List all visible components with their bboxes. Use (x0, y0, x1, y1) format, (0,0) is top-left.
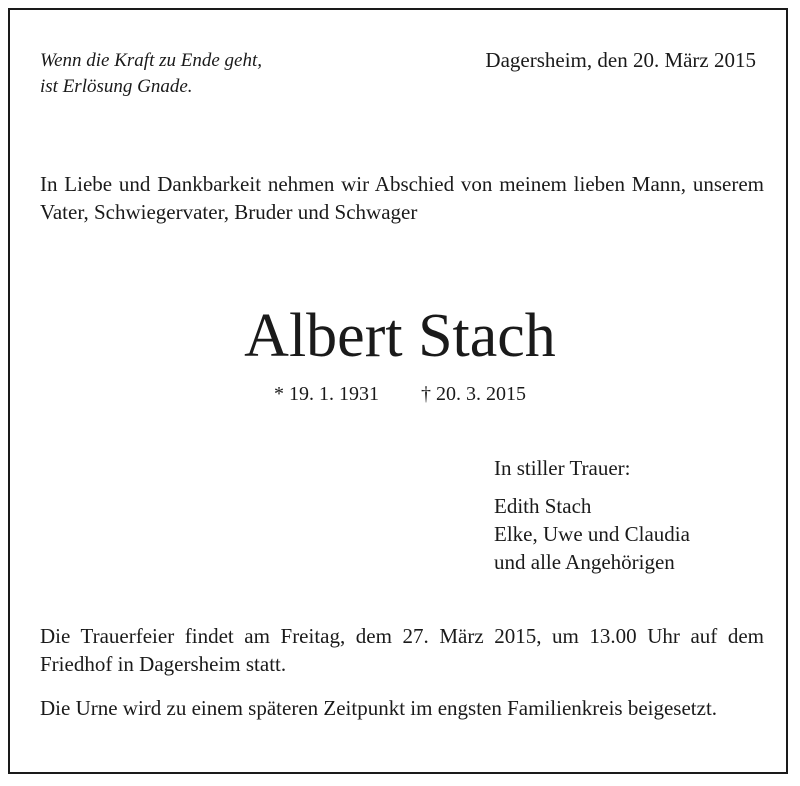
life-dates (10, 380, 790, 408)
mourners-block (494, 454, 690, 576)
mourner-name: Elke, Uwe und Claudia (494, 522, 690, 546)
farewell-intro: In Liebe und Dankbarkeit nehmen wir Abschied von meinem lieben Mann, unserem Vater, Schwiegervater, Bruder und Schwager (40, 172, 764, 224)
funeral-notice: Die Trauerfeier findet am Freitag, dem 27. März 2015, um 13.00 Uhr auf dem Friedhof in Dagersheim statt. (40, 624, 764, 676)
death-date: † 20. 3. 2015 (421, 383, 526, 405)
mourner-name: Edith Stach (494, 494, 592, 518)
motto-line-2: ist Erlösung Gnade. (40, 76, 193, 97)
motto-line-1: Wenn die Kraft zu Ende geht, (40, 50, 262, 71)
urn-notice: Die Urne wird zu einem späteren Zeitpunkt im engsten Familienkreis beigesetzt. (40, 696, 718, 720)
deceased-name: Albert Stach (244, 302, 556, 370)
mourners-heading: In stiller Trauer: (494, 456, 631, 480)
motto (40, 48, 262, 100)
place-date: Dagersheim, den 20. März 2015 (485, 48, 756, 72)
birth-date: * 19. 1. 1931 (274, 383, 379, 405)
mourner-name: und alle Angehörigen (494, 550, 675, 574)
obituary-frame (8, 8, 788, 774)
